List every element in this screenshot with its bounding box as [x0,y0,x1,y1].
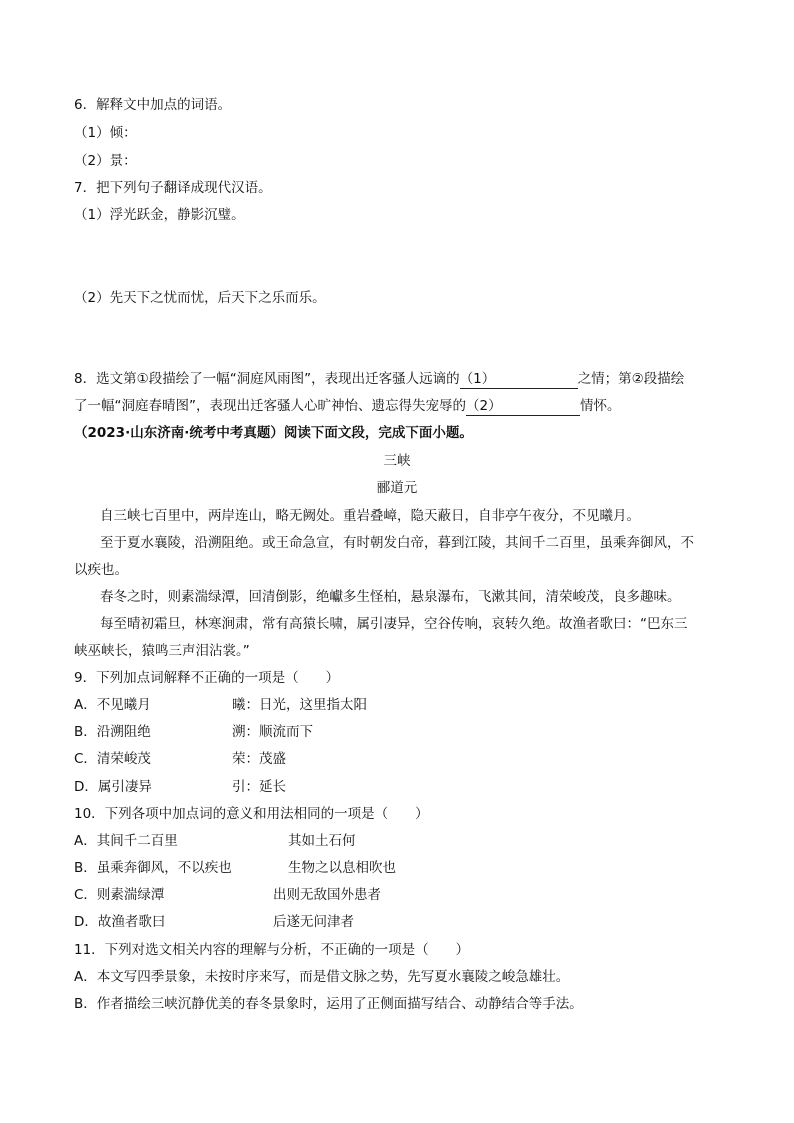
q11-option-a: A．本文写四季景象，未按时序来写，而是借文脉之势，先写夏水襄陵之峻急雄壮。 [74,969,570,985]
q8-blank-1[interactable]: （1） [460,370,578,389]
q10-option-c-right: 出则无敌国外患者 [273,887,381,903]
passage-paragraph-1: 自三峡七百里中，两岸连山，略无阙处。重岩叠嶂，隐天蔽日，自非亭午夜分，不见曦月。 [100,508,640,524]
q9-option-b-word: B．沿溯阻绝 [74,724,151,740]
q8-line-1 [74,370,684,389]
q7-item-2: （2）先天下之忧而忧，后天下之乐而乐。 [74,290,326,306]
q8-blank-2[interactable]: （2） [466,397,580,416]
q10-stem: 10．下列各项中加点词的意义和用法相同的一项是（ ） [74,806,429,822]
q10-option-b [74,859,396,877]
q7-stem: 7．把下列句子翻译成现代汉语。 [74,180,272,196]
q8-text-1a: 8．选文第①段描绘了一幅“洞庭风雨图”，表现出迁客骚人远谪的 [74,371,460,387]
q9-option-c-gloss: 荣：茂盛 [232,751,286,767]
q9-option-a-word: A．不见曦月 [74,697,151,713]
passage-paragraph-2a: 至于夏水襄陵，沿溯阻绝。或王命急宣，有时朝发白帝，暮到江陵，其间千二百里，虽乘奔御风，不 [100,535,694,551]
q6-stem: 6．解释文中加点的词语。 [74,97,232,113]
q10-option-c [74,886,381,904]
q9-option-a-gloss: 曦：日光，这里指太阳 [232,697,367,713]
q10-option-d-left: D．故渔者歌曰 [74,914,166,930]
q10-option-a [74,832,356,850]
q9-option-b-gloss: 溯：顺流而下 [232,724,313,740]
q10-option-a-right: 其如土石何 [288,833,356,849]
q9-option-c-word: C．清荣峻茂 [74,751,151,767]
q9-option-b [74,723,313,741]
q6-item-1: （1）倾： [74,125,137,141]
q8-text-2a: 了一幅“洞庭春晴图”，表现出迁客骚人心旷神怡、遗忘得失宠辱的 [74,398,466,414]
q10-option-a-left: A．其间千二百里 [74,833,178,849]
passage-paragraph-3: 春冬之时，则素湍绿潭，回清倒影，绝巘多生怪柏，悬泉瀑布，飞漱其间，清荣峻茂，良多趣味。 [100,589,681,605]
q6-item-2: （2）景： [74,153,137,169]
q9-option-d [74,778,286,796]
q7-item-1: （1）浮光跃金，静影沉璧。 [74,207,245,223]
q8-line-2 [74,397,621,416]
q10-option-c-left: C．则素湍绿潭 [74,887,165,903]
passage-paragraph-2b: 以疾也。 [74,562,128,578]
passage-title: 三峡 [383,453,411,469]
q8-text-2b: 情怀。 [580,398,621,414]
passage-paragraph-4a: 每至晴初霜旦，林寒涧肃，常有高猿长啸，属引凄异，空谷传响，哀转久绝。故渔者歌曰：“巴东三 [100,616,688,632]
q9-option-c [74,750,286,768]
q10-option-d-right: 后遂无问津者 [273,914,354,930]
passage-author: 郦道元 [376,480,418,496]
passage-paragraph-4b: 峡巫峡长，猿鸣三声泪沾裳。” [74,643,250,659]
q9-option-d-gloss: 引：延长 [232,779,286,795]
q10-option-b-right: 生物之以息相吹也 [288,860,396,876]
q8-text-1b: 之情；第②段描绘 [577,371,685,387]
q10-option-d [74,913,354,931]
q9-option-a [74,696,367,714]
q11-option-b: B．作者描绘三峡沉静优美的春冬景象时，运用了正侧面描写结合、动静结合等手法。 [74,996,583,1012]
q9-option-d-word: D．属引凄异 [74,779,152,795]
q10-option-b-left: B．虽乘奔御风，不以疾也 [74,860,232,876]
source-heading: （2023·山东济南·统考中考真题）阅读下面文段，完成下面小题。 [74,425,473,441]
q9-stem: 9．下列加点词解释不正确的一项是（ ） [74,670,340,686]
q11-stem: 11．下列对选文相关内容的理解与分析，不正确的一项是（ ） [74,942,470,958]
